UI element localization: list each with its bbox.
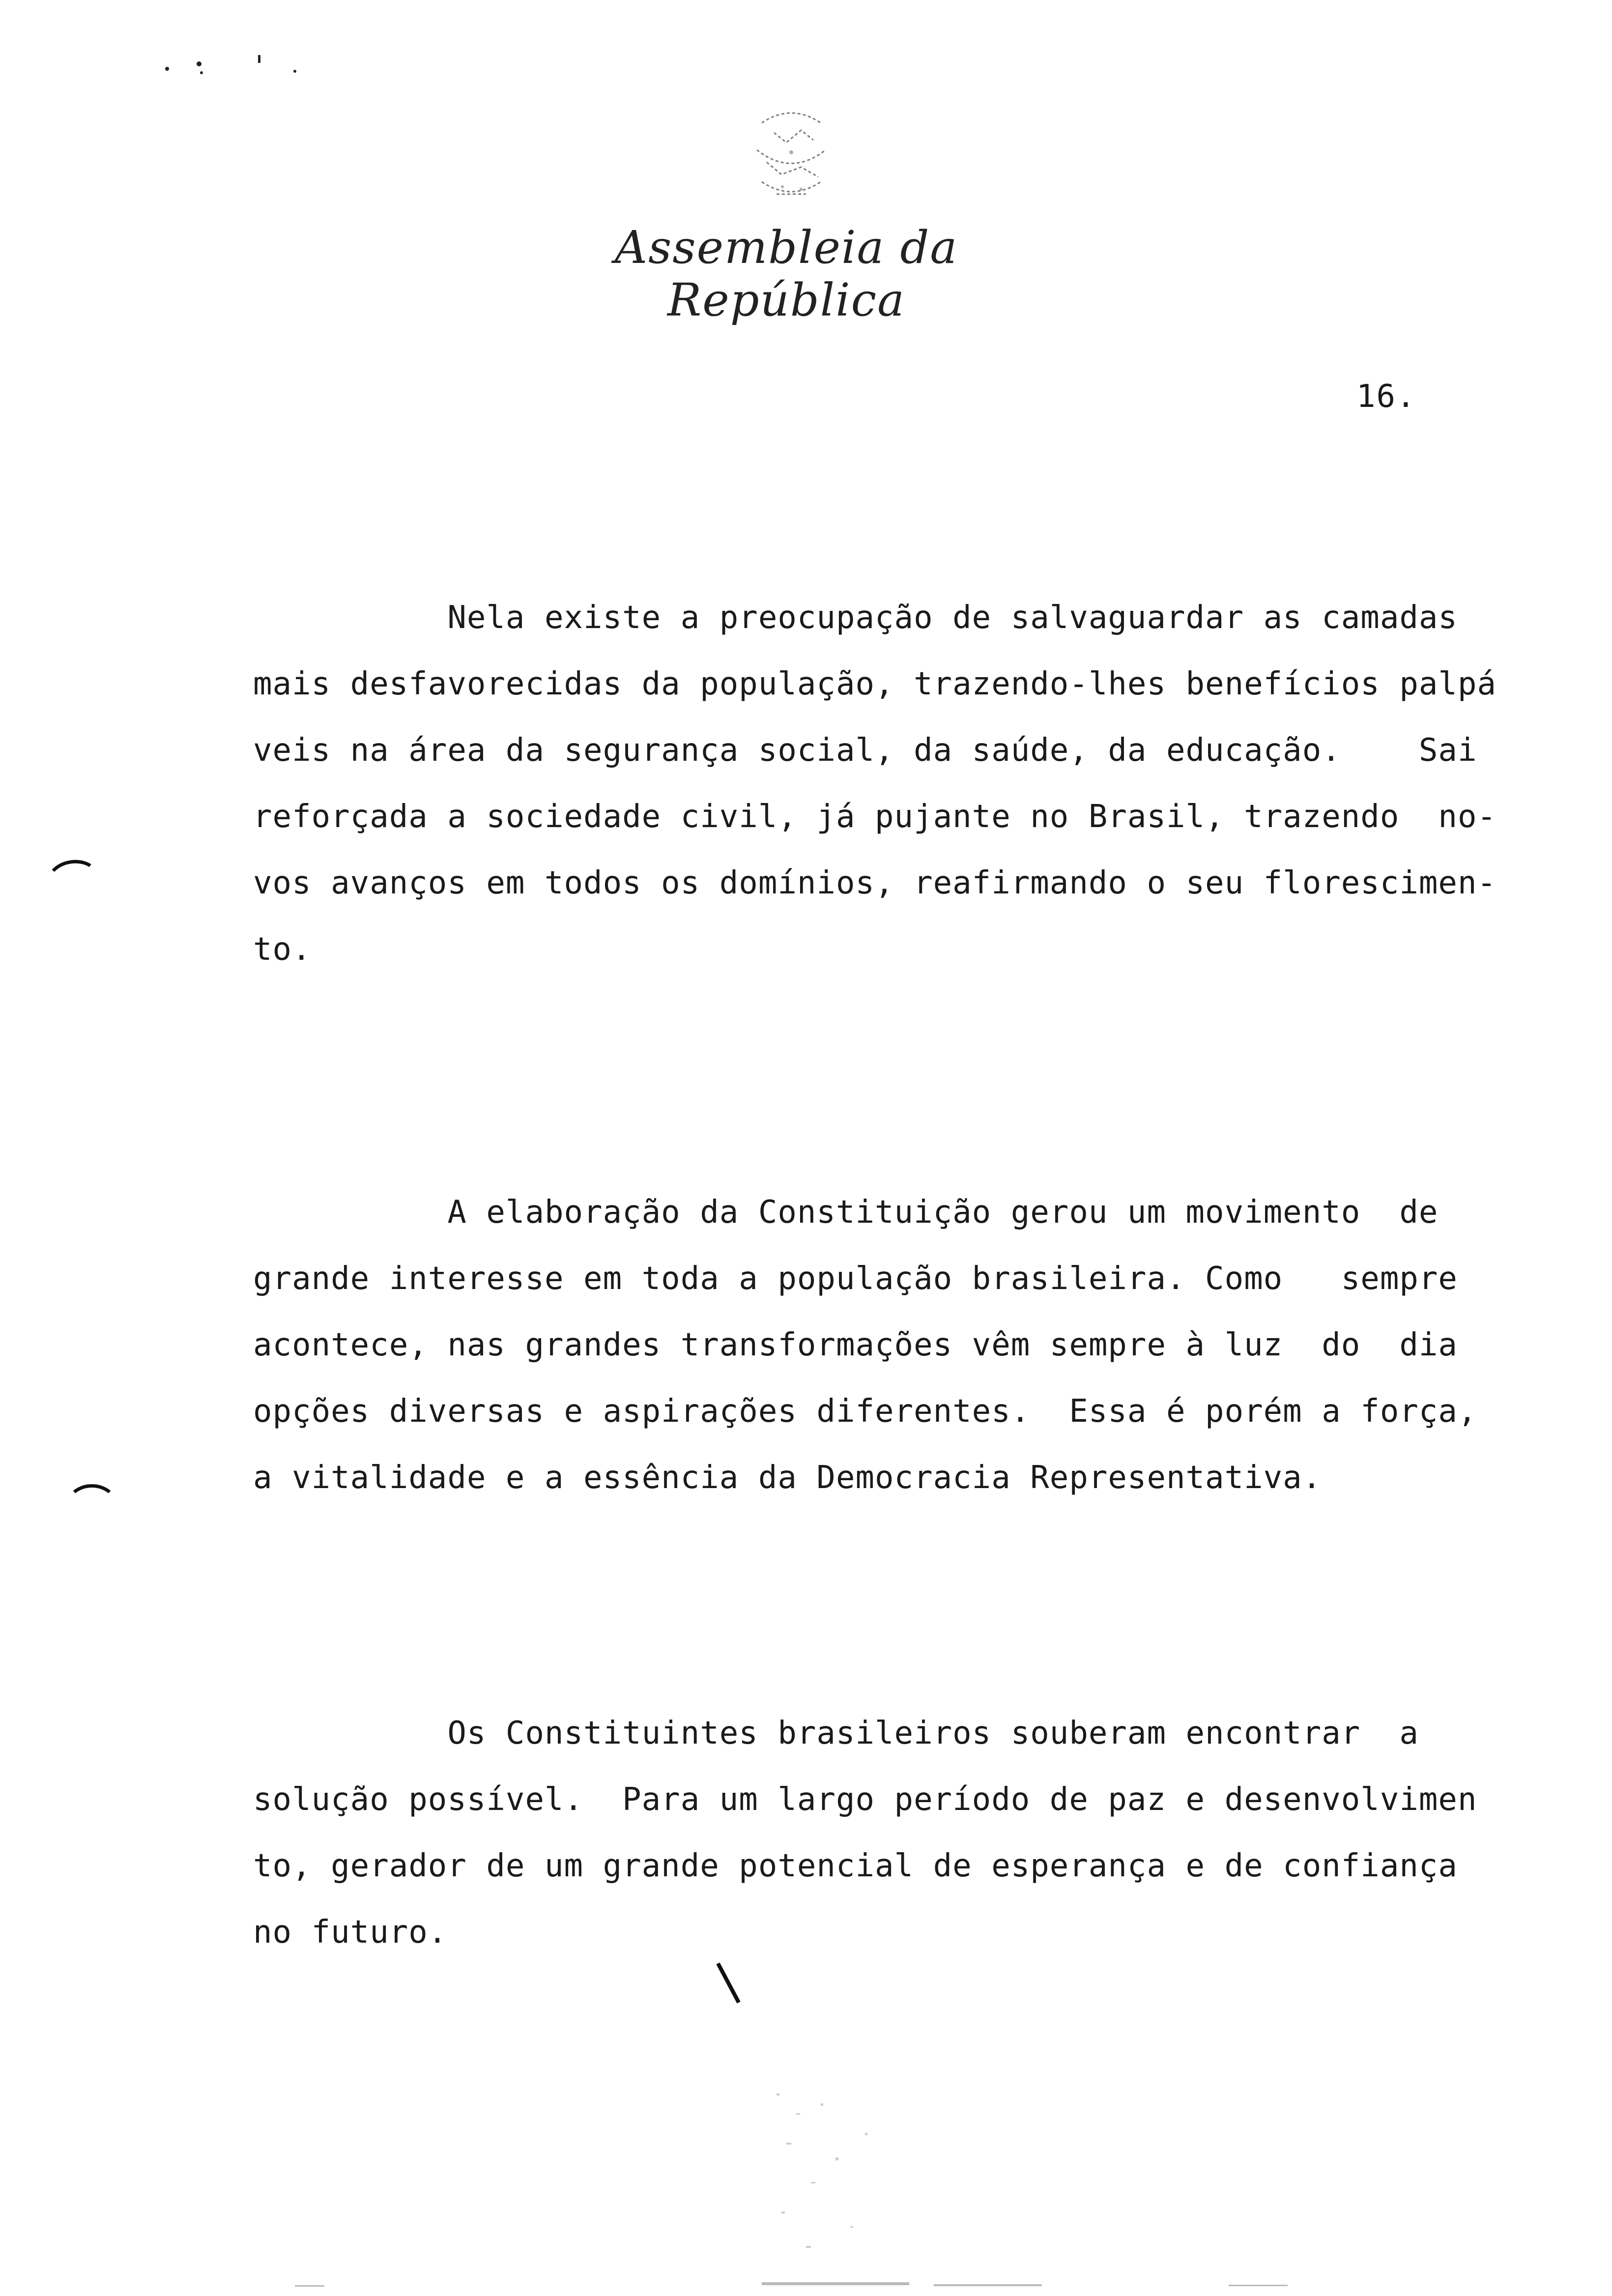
paragraph-3	[253, 1700, 1501, 1966]
scan-noise	[767, 2084, 894, 2270]
paragraph-1	[253, 585, 1501, 983]
text-line: opções diversas e aspirações diferentes. Essa é porém a força,	[253, 1393, 1477, 1430]
coat-of-arms-icon	[727, 103, 855, 216]
text-line: veis na área da segurança social, da saúde, da educação. Sai	[253, 732, 1477, 769]
text-line: reforçada a sociedade civil, já pujante no Brasil, trazendo no-	[253, 799, 1497, 835]
pen-stroke-mark	[716, 1962, 740, 2003]
text-line: solução possível. Para um largo período de paz e desenvolvimen	[253, 1781, 1477, 1818]
text-line: a vitalidade e a essência da Democracia Representativa.	[253, 1460, 1322, 1496]
text-line: vos avanços em todos os domínios, reafirmando o seu florescimen-	[253, 865, 1497, 901]
text-line: to.	[253, 931, 312, 968]
text-line: Nela existe a preocupação de salvaguardar as camadas	[253, 600, 1458, 636]
scan-specks	[162, 44, 310, 84]
page-number: 16.	[1356, 378, 1416, 415]
text-line: Os Constituintes brasileiros souberam encontrar a	[253, 1715, 1419, 1751]
paragraph-2	[253, 1179, 1501, 1511]
text-line: to, gerador de um grande potencial de esperança e de confiança	[253, 1848, 1458, 1884]
text-line: grande interesse em toda a população brasileira. Como sempre	[253, 1261, 1458, 1297]
letterhead-title: Assembleia da República	[614, 221, 958, 326]
text-line: no futuro.	[253, 1914, 448, 1951]
text-line: acontece, nas grandes transformações vêm sempre à luz do dia	[253, 1327, 1458, 1363]
text-line: A elaboração da Constituição gerou um movimento de	[253, 1194, 1439, 1231]
text-line: mais desfavorecidas da população, trazendo-lhes benefícios palpá	[253, 666, 1497, 702]
hole-punch-mark	[44, 857, 103, 905]
scan-noise	[98, 2280, 1524, 2290]
hole-punch-mark	[66, 1484, 117, 1525]
